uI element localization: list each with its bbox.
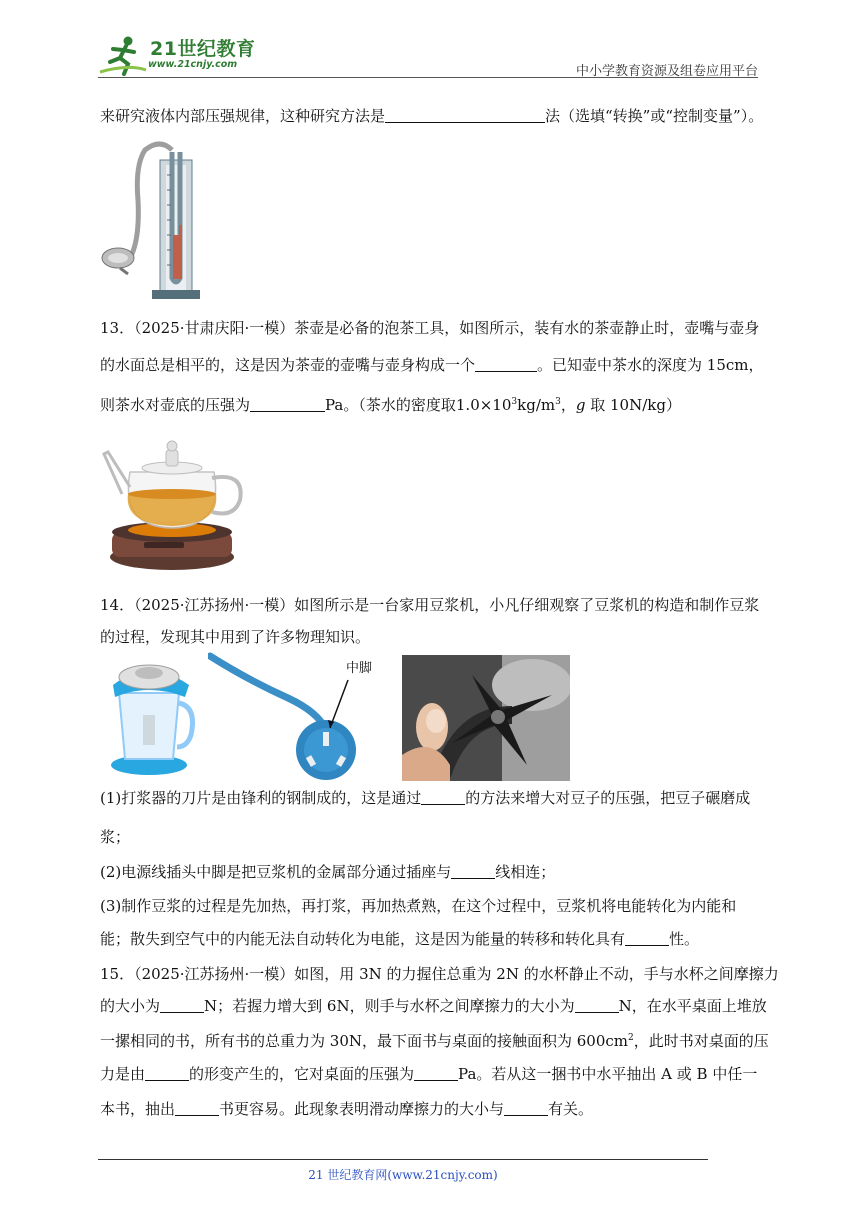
q14-p2: (2)电源线插头中脚是把豆浆机的金属部分通过插座与 线相连； bbox=[100, 863, 556, 881]
logo-url: www.21cnjy.com bbox=[148, 59, 238, 70]
blade-photo-figure bbox=[402, 655, 570, 781]
q14-p1: (1)打浆器的刀片是由锋利的钢制成的，这是通过 的方法来增大对豆子的压强，把豆子碾磨成 bbox=[100, 789, 751, 807]
footer-divider bbox=[98, 1159, 708, 1160]
q13-line2: 的水面总是相平的，这是因为茶壶的壶嘴与壶身构成一个 。已知壶中茶水的深度为 15cm， bbox=[100, 356, 764, 374]
q15-line4: 力是由 的形变产生的，它对桌面的压强为 Pa。若从这一捆书中水平抽出 A 或 B 中任一 bbox=[100, 1065, 758, 1083]
soymilk-maker-figure bbox=[105, 655, 197, 777]
answer-blank bbox=[421, 788, 465, 805]
answer-blank bbox=[575, 996, 619, 1013]
teapot-figure bbox=[100, 432, 246, 572]
q14-line2: 的过程，发现其中用到了许多物理知识。 bbox=[100, 628, 371, 646]
answer-blank bbox=[160, 996, 204, 1013]
answer-blank bbox=[250, 395, 325, 412]
answer-blank bbox=[451, 862, 495, 879]
header-divider bbox=[98, 77, 758, 78]
plug-center-pin-label: 中脚 bbox=[346, 661, 373, 676]
answer-blank bbox=[475, 355, 537, 372]
q14-p3: (3)制作豆浆的过程是先加热，再打浆，再加热煮熟，在这个过程中，豆浆机将电能转化为内能和 bbox=[100, 897, 737, 915]
q15-line1: 15．（2025·江苏扬州·一模）如图，用 3N 的力握住总重为 2N 的水杯静止不动，手与水杯之间摩擦力 bbox=[100, 965, 779, 983]
q14-line1: 14．（2025·江苏扬州·一模）如图所示是一台家用豆浆机，小凡仔细观察了豆浆机的构造和制作豆浆 bbox=[100, 596, 760, 614]
q12-line: 来研究液体内部压强规律，这种研究方法是 法（选填“转换”或“控制变量”）。 bbox=[100, 107, 764, 125]
answer-blank bbox=[385, 106, 545, 123]
q13-line3: 则茶水对壶底的压强为 Pa。（茶水的密度取$1.0\times 10^3kg/m^3$，g 取 10N/kg） bbox=[100, 396, 681, 414]
answer-blank bbox=[145, 1064, 189, 1081]
manometer-figure bbox=[100, 140, 210, 302]
q15-line3: 一摞相同的书，所有书的总重力为 30N，最下面书与桌面的接触面积为 $600cm^2$，此时书对桌面的压 bbox=[100, 1032, 769, 1050]
answer-blank bbox=[175, 1099, 219, 1116]
page-header bbox=[98, 28, 758, 80]
footer-link[interactable]: 21 世纪教育网(www.21cnjy.com) bbox=[308, 1168, 498, 1182]
logo-text: 21世纪教育 bbox=[150, 38, 256, 60]
q13-line1: 13．（2025·甘肃庆阳·一模）茶壶是必备的泡茶工具，如图所示，装有水的茶壶静止时，壶嘴与壶身 bbox=[100, 319, 760, 337]
q15-line2: 的大小为 N；若握力增大到 6N，则手与水杯之间摩擦力的大小为 N，在水平桌面上堆放 bbox=[100, 997, 767, 1015]
answer-blank bbox=[625, 929, 669, 946]
q15-line5: 本书，抽出 书更容易。此现象表明滑动摩擦力的大小与 有关。 bbox=[100, 1100, 594, 1118]
answer-blank bbox=[414, 1064, 458, 1081]
q14-p1-cont: 浆； bbox=[100, 828, 131, 846]
header-platform-text: 中小学教育资源及组卷应用平台 bbox=[575, 64, 758, 79]
q14-p3-cont: 能；散失到空气中的内能无法自动转化为电能，这是因为能量的转移和转化具有 性。 bbox=[100, 930, 700, 948]
answer-blank bbox=[504, 1099, 548, 1116]
